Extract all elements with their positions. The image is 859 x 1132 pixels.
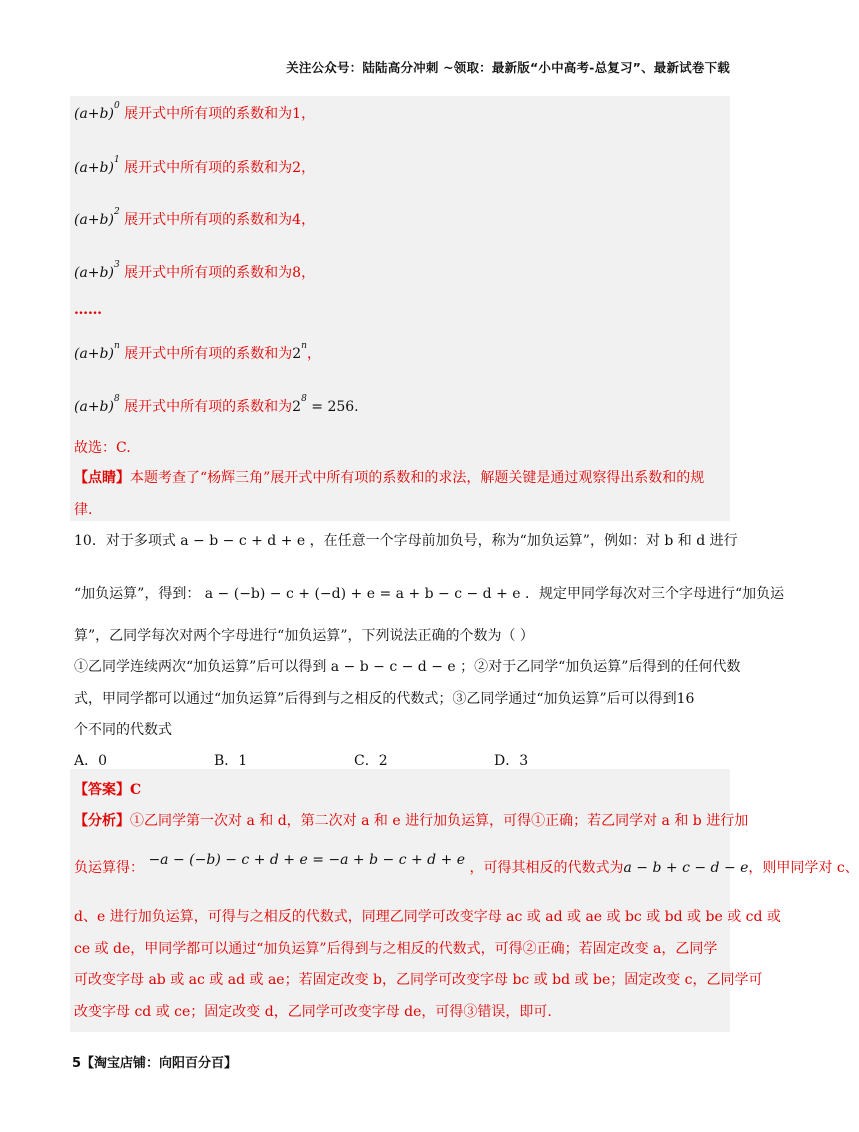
row-end: ，	[306, 346, 321, 362]
exponent: n	[113, 341, 120, 352]
answer-line	[74, 779, 141, 799]
exponent: n	[301, 341, 307, 352]
solution-row	[74, 343, 321, 363]
binomial-expr: (a+b)	[74, 212, 114, 228]
binomial-expr: (a+b)	[74, 106, 114, 122]
row-text: 展开式中所有项的系数和为1，	[124, 106, 316, 122]
choice-line: 故选：C.	[74, 440, 131, 456]
analysis-line-5: 可改变字母 ab 或 ac 或 ad 或 ae；若固定改变 b，乙同学可改变字母 bc 或 bd 或 be；固定改变 c，乙同学可	[74, 972, 763, 988]
analysis-line-3: d、e 进行加负运算，可得与之相反的代数式，同理乙同学可改变字母 ac 或 ad 或 ae 或 bc 或 bd 或 be 或 cd 或	[74, 909, 781, 925]
analysis-text: ，则甲同学对 c、	[748, 860, 859, 876]
answer-label: 【答案】	[74, 782, 130, 798]
option-d: D．3	[494, 753, 529, 769]
option-c: C．2	[354, 753, 388, 769]
question-line-1: 10．对于多项式 a − b − c + d + e ，在任意一个字母前加负号，称为“加负运算”，例如：对 b 和 d 进行	[74, 533, 738, 549]
row-text: 展开式中所有项的系数和为4，	[124, 212, 316, 228]
row-text: 展开式中所有项的系数和为	[124, 399, 293, 415]
exponent: 8	[301, 394, 307, 405]
power-base: 2	[292, 399, 302, 415]
analysis-formula: a − b + c − d − e	[623, 860, 749, 876]
row-text: 展开式中所有项的系数和为	[124, 346, 293, 362]
page-header: 关注公众号：陆陆高分冲刺 ~领取：最新版“小中高考-总复习”、最新试卷下载	[286, 60, 730, 75]
answer-value: C	[130, 782, 142, 798]
question-line-5: 式，甲同学都可以通过“加负运算”后得到与之相反的代数式；③乙同学通过“加负运算”后可以得到16	[74, 691, 695, 707]
analysis-line-6: 改变字母 cd 或 ce；固定改变 d，乙同学可改变字母 de，可得③错误，即可.	[74, 1004, 552, 1020]
analysis-label: 【分析】	[74, 813, 130, 829]
page-footer: 5【淘宝店铺：向阳百分百】	[72, 1056, 238, 1071]
option-a: A．0	[74, 753, 108, 769]
remark-text: 本题考查了“杨辉三角”展开式中所有项的系数和的求法，解题关键是通过观察得出系数和的规	[130, 470, 705, 486]
solution-row	[74, 262, 315, 282]
remark-line-2: 律.	[74, 502, 93, 518]
remark-label: 【点睛】	[74, 470, 130, 486]
question-line-6: 个不同的代数式	[74, 722, 172, 738]
analysis-line-1	[74, 810, 748, 830]
row-end: = 256.	[306, 399, 359, 415]
solution-row	[74, 103, 315, 123]
solution-row	[74, 209, 315, 229]
analysis-line-4: ce 或 de，甲同学都可以通过“加负运算”后得到与之相反的代数式，可得②正确；若固定改变 a，乙同学	[74, 941, 718, 957]
analysis-text: 负运算得：	[74, 860, 144, 876]
ellipsis: ……	[74, 302, 102, 318]
solution-row	[74, 157, 315, 177]
exponent: 1	[113, 155, 120, 166]
question-line-4: ①乙同学连续两次“加负运算”后可以得到 a − b − c − d − e ；②对于乙同学“加负运算”后得到的任何代数	[74, 659, 741, 675]
analysis-text: ①乙同学第一次对 a 和 d，第二次对 a 和 e 进行加负运算，可得①正确；若乙同学对 a 和 b 进行加	[130, 813, 749, 829]
options-row	[74, 750, 528, 770]
binomial-expr: (a+b)	[74, 346, 114, 362]
row-text: 展开式中所有项的系数和为2，	[124, 160, 316, 176]
answer-shaded-block	[70, 769, 730, 1032]
question-line-3: 算”，乙同学每次对两个字母进行“加负运算”，下列说法正确的个数为（ ）	[74, 628, 534, 644]
exponent: 0	[113, 101, 120, 112]
exponent: 2	[113, 207, 120, 218]
question-line-2: “加负运算”，得到： a − (−b) − c + (−d) + e = a + b − c − d + e ．规定甲同学每次对三个字母进行“加负运	[74, 586, 785, 602]
analysis-formula: −a − (−b) − c + d + e = −a + b − c + d + e	[148, 852, 466, 868]
binomial-expr: (a+b)	[74, 265, 114, 281]
analysis-line-2	[74, 852, 859, 877]
remark-line-1	[74, 467, 704, 487]
exponent: 8	[113, 394, 120, 405]
binomial-expr: (a+b)	[74, 399, 114, 415]
row-text: 展开式中所有项的系数和为8，	[124, 265, 316, 281]
analysis-text: ，可得其相反的代数式为	[469, 860, 624, 876]
exponent: 3	[113, 260, 120, 271]
binomial-expr: (a+b)	[74, 160, 114, 176]
option-b: B．1	[214, 753, 248, 769]
solution-row	[74, 396, 359, 416]
power-base: 2	[292, 346, 302, 362]
